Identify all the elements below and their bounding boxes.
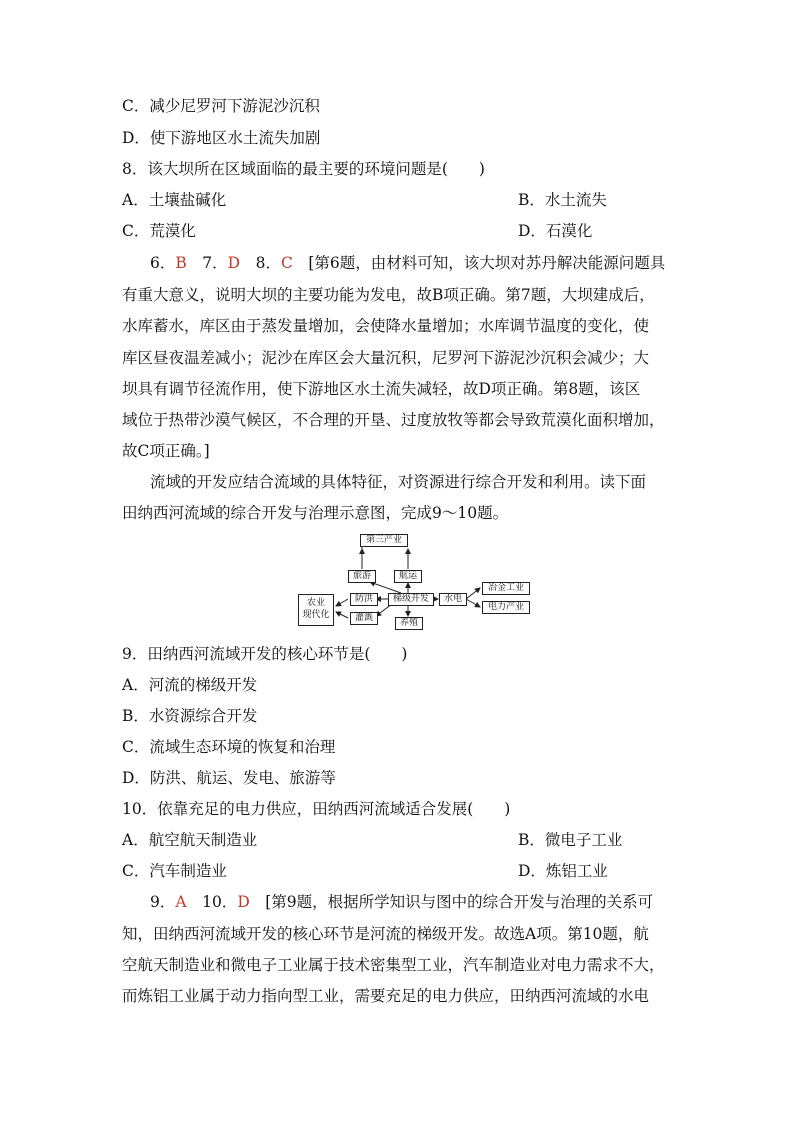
explanation-line: 故C项正确。] <box>122 442 210 460</box>
q8-option-b: B．水土流失 <box>518 191 607 209</box>
diagram-breeding: 养殖 <box>395 617 423 630</box>
intro-line: 流域的开发应结合流域的具体特征，对资源进行综合开发和利用。读下面 <box>150 473 647 491</box>
line-7c: C．减少尼罗河下游泥沙沉积 <box>122 97 320 115</box>
answer-10: D <box>237 893 250 911</box>
diagram-agri-modernization: 农业 现代化 <box>298 594 334 626</box>
diagram-tourism: 旅游 <box>348 570 376 583</box>
q9-option-d: D．防洪、航运、发电、旅游等 <box>122 769 336 787</box>
q8-row-2 <box>122 221 622 241</box>
explanation-line: 知，田纳西河流域开发的核心环节是河流的梯级开发。故选A项。第10题，航 <box>122 925 649 943</box>
explanation-line: 空航天制造业和微电子工业属于技术密集型工业，汽车制造业对电力需求不大， <box>122 956 665 974</box>
diagram-cascade-development: 梯级开发 <box>388 593 434 606</box>
diagram-metallurgy: 冶金工业 <box>482 582 530 595</box>
answer-7: D <box>227 254 241 272</box>
question-8: 8．该大坝所在区域面临的最主要的环境问题是( ) <box>122 160 485 178</box>
explanation-line: 域位于热带沙漠气候区，不合理的开垦、过度放牧等都会导致荒漠化面积增加， <box>122 411 665 429</box>
q10-row-2 <box>122 861 622 881</box>
answer-6: B <box>175 254 187 272</box>
question-10: 10．依靠充足的电力供应，田纳西河流域适合发展( ) <box>122 800 511 818</box>
explanation-line: 库区昼夜温差减小；泥沙在库区会大量沉积，尼罗河下游泥沙沉积会减少；大 <box>122 349 650 367</box>
diagram-flood-control: 防洪 <box>350 593 378 606</box>
q10-option-a: A．航空航天制造业 <box>122 831 258 849</box>
q8-option-c: C．荒漠化 <box>122 222 196 240</box>
explanation-line: 有重大意义，说明大坝的主要功能为发电，故B项正确。第7题，大坝建成后， <box>122 286 655 304</box>
answer-9-10: 9．A 10．D [第9题，根据所学知识与图中的综合开发与治理的关系可 <box>150 893 654 911</box>
line-7d: D．使下游地区水土流失加剧 <box>122 129 321 147</box>
q9-option-a: A．河流的梯级开发 <box>122 676 258 694</box>
diagram-tertiary-industry: 第三产业 <box>360 534 408 547</box>
explanation-line: 而炼铝工业属于动力指向型工业，需要充足的电力供应，田纳西河流域的水电 <box>122 987 650 1005</box>
q9-option-b: B．水资源综合开发 <box>122 707 258 725</box>
diagram-hydropower: 水电 <box>439 593 467 606</box>
q10-option-b: B．微电子工业 <box>518 831 623 849</box>
q8-option-a: A．土壤盐碱化 <box>122 191 227 209</box>
diagram-irrigation: 灌溉 <box>350 612 378 625</box>
question-9: 9．田纳西河流域开发的核心环节是( ) <box>122 645 408 663</box>
q8-row-1 <box>122 190 622 210</box>
tennessee-development-diagram <box>296 532 532 632</box>
explanation-line: 坝具有调节径流作用，使下游地区水土流失减轻，故D项正确。第8题，该区 <box>122 380 641 398</box>
intro-line: 田纳西河流域的综合开发与治理示意图，完成9～10题。 <box>122 504 509 522</box>
answer-6-8: 6．B 7．D 8．C [第6题，由材料可知，该大坝对苏丹解决能源问题具 <box>150 254 666 272</box>
q10-option-c: C．汽车制造业 <box>122 862 227 880</box>
q9-option-c: C．流域生态环境的恢复和治理 <box>122 738 336 756</box>
answer-9: A <box>175 893 187 911</box>
q10-option-d: D．炼铝工业 <box>518 862 608 880</box>
diagram-shipping: 航运 <box>394 570 422 583</box>
q8-option-d: D．石漠化 <box>518 222 593 240</box>
diagram-power-industry: 电力产业 <box>482 601 530 614</box>
q10-row-1 <box>122 830 622 850</box>
answer-8: C <box>280 254 293 272</box>
explanation-line: 水库蓄水，库区由于蒸发量增加，会使降水量增加；水库调节温度的变化，使 <box>122 317 650 335</box>
